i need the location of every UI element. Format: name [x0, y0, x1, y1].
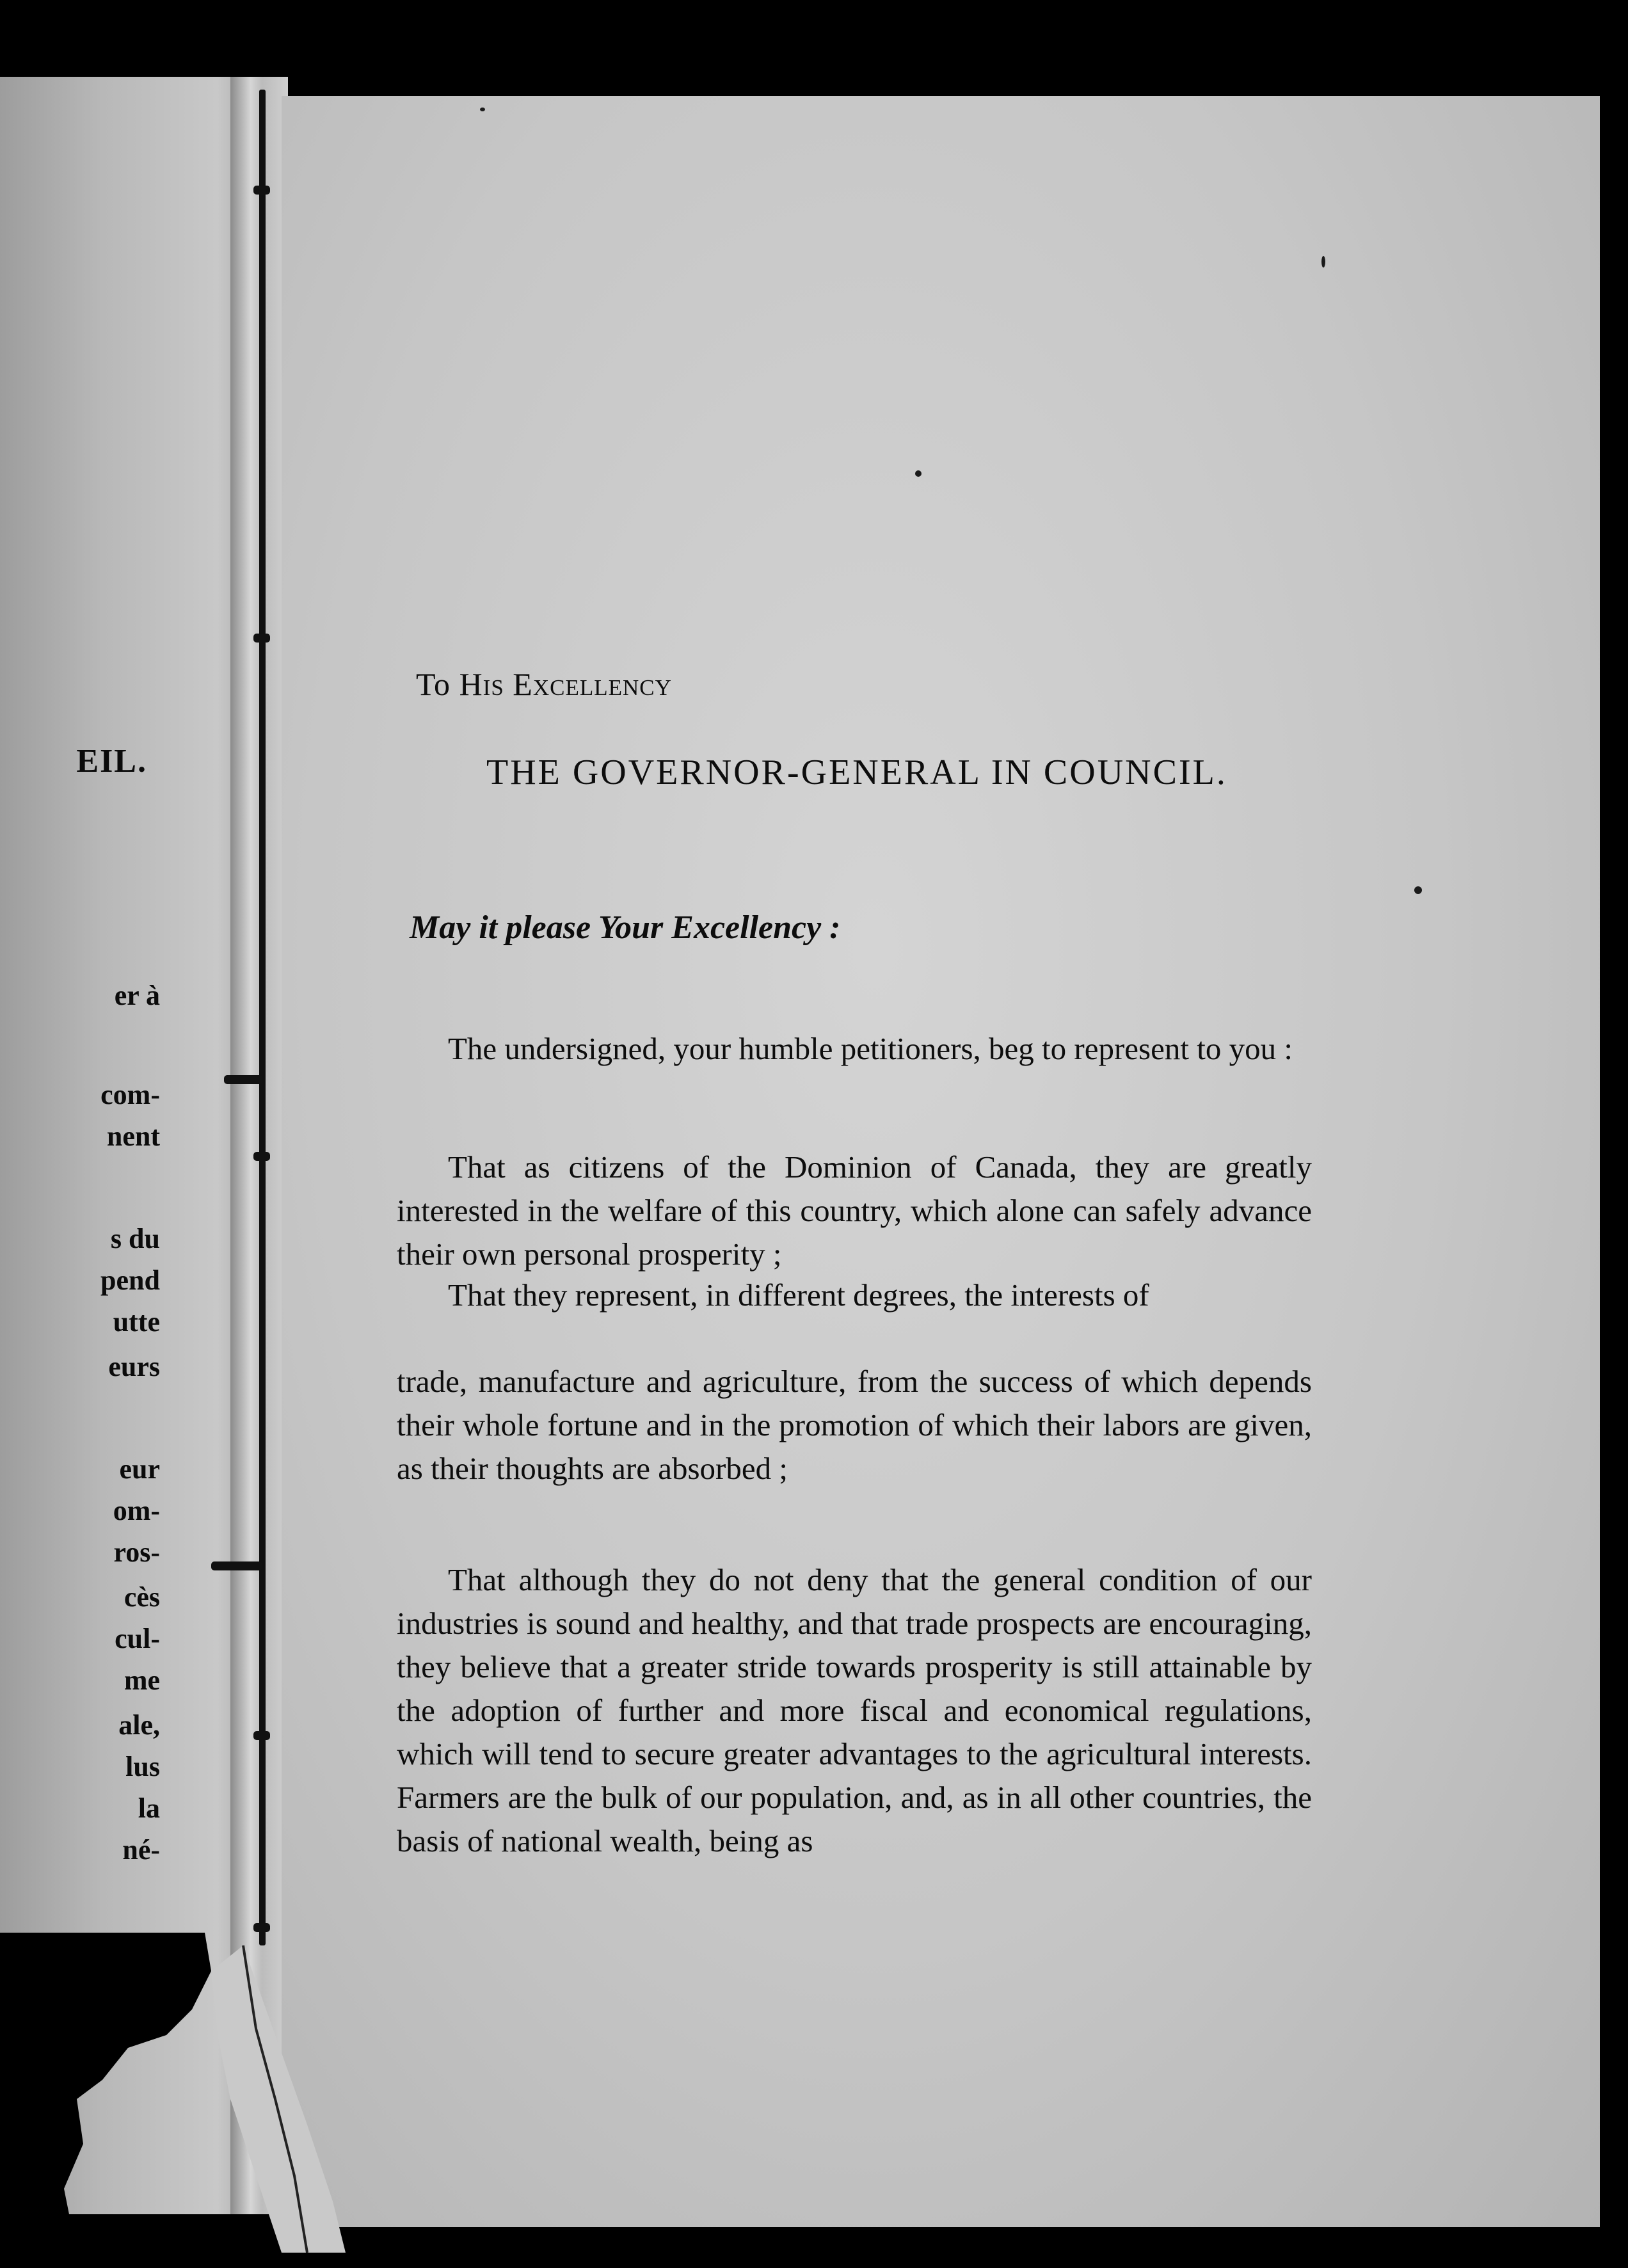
left-page-line: om-	[113, 1495, 160, 1526]
binding-stitch	[253, 1152, 270, 1161]
left-page-line: ros-	[113, 1537, 160, 1568]
left-page-line: nent	[106, 1121, 160, 1152]
paragraph: That as citizens of the Dominion of Canada, they are greatly interested in the welfare of this country, which alone can safely advance their own personal prosperity ;	[397, 1149, 1312, 1272]
salutation-to	[416, 666, 672, 703]
paragraph: That they represent, in different degrees, the interests of	[448, 1277, 1149, 1313]
left-page-line: eur	[119, 1453, 160, 1485]
left-page-line: eurs	[108, 1351, 160, 1382]
left-page-line: me	[124, 1665, 160, 1696]
left-page-line: la	[138, 1793, 160, 1824]
torn-page-corner	[0, 1933, 358, 2253]
left-page-line: cul-	[115, 1623, 160, 1654]
left-page-text	[0, 77, 256, 2214]
binding-stitch	[253, 186, 270, 195]
left-page-line: cès	[124, 1581, 160, 1613]
left-page-line: né-	[122, 1834, 160, 1865]
addressee-heading: THE GOVERNOR-GENERAL IN COUNCIL.	[486, 753, 1227, 792]
salutation-prefix: To	[416, 666, 459, 702]
left-page-line: ale,	[118, 1709, 160, 1741]
left-page-line: er à	[114, 980, 160, 1011]
left-page-line: s du	[110, 1223, 160, 1254]
left-page-line: com-	[100, 1079, 160, 1110]
binding-stitch	[211, 1561, 262, 1570]
paragraph: That although they do not deny that the general condition of our industries is sound and healthy, and that trade prospects are encouraging, they believe that a greater stride towards prosperity is still attainable by the adoption of further and more fiscal and economical regulations, which will tend to secure greater advantages to the agricultural interests. Farmers are the bulk of our population, and, as in all other countries, the basis of national wealth, being as	[397, 1562, 1312, 1858]
salutation-title: His Excellency	[459, 666, 672, 702]
binding-stitch	[224, 1075, 262, 1084]
binding-stitch	[253, 1731, 270, 1740]
binding-thread	[259, 90, 266, 1945]
paragraph: The undersigned, your humble petitioners, beg to represent to you :	[448, 1031, 1293, 1066]
page-speck	[1414, 886, 1422, 894]
binding-stitch	[253, 1923, 270, 1932]
greeting: May it please Your Excellency :	[410, 909, 841, 946]
page-speck	[1321, 256, 1325, 268]
left-page-line: utte	[113, 1306, 160, 1338]
page-speck	[480, 108, 485, 111]
left-page-line: pend	[100, 1265, 160, 1296]
left-page-line: EIL.	[76, 743, 147, 779]
left-page-line: lus	[125, 1751, 160, 1782]
binding-stitch	[253, 634, 270, 643]
paragraph: trade, manufacture and agriculture, from the success of which depends their whole fortune and in the promotion of which their labors are given, as their thoughts are absorbed ;	[397, 1364, 1312, 1486]
page-speck	[915, 470, 922, 477]
left-facing-page	[0, 77, 256, 2214]
